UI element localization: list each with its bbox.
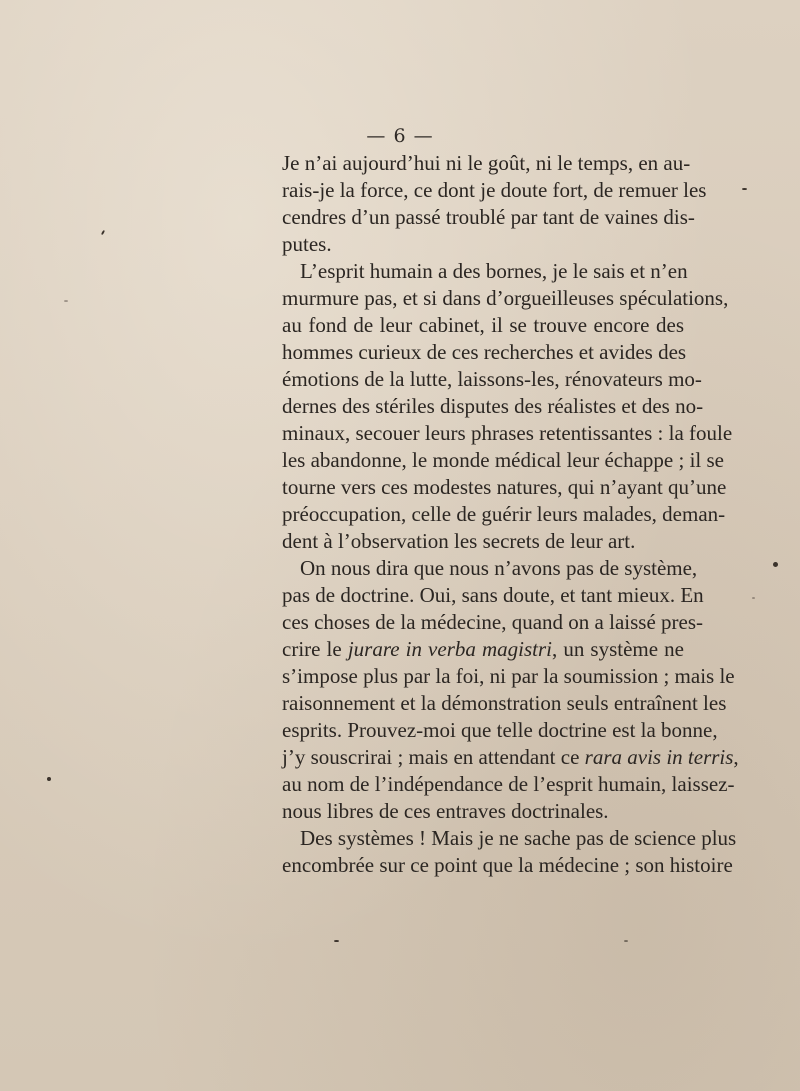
text-line: pas de doctrine. Oui, sans doute, et tant mieux. En [282,583,704,607]
text-line: nous libres de ces entraves doctrinales. [282,799,609,823]
text-line: putes. [282,232,332,256]
paper-speck [752,597,755,599]
text-line [282,636,684,663]
text-fragment: j’y souscrirai ; mais en attendant ce [282,745,580,769]
body-text [282,150,739,879]
text-line: L’esprit humain a des bornes, je le sais et n’en [300,259,688,283]
latin-phrase: jurare in verba magistri [347,637,552,661]
text-line: ces choses de la médecine, quand on a laissé pres- [282,610,704,634]
paper-speck [101,230,105,235]
text-line: les abandonne, le monde médical leur échappe ; il se [282,448,724,472]
text-line: dent à l’observation les secrets de leur art. [282,529,636,553]
text-line: esprits. Prouvez-moi que telle doctrine est la bonne, [282,718,718,742]
text-line: murmure pas, et si dans d’orgueilleuses spéculations, [282,286,729,310]
text-line: dernes des stériles disputes des réalistes et des no- [282,394,704,418]
paper-speck [773,562,778,567]
text-line: s’impose plus par la foi, ni par la soumission ; mais le [282,664,735,688]
text-line: préoccupation, celle de guérir leurs malades, deman- [282,502,726,526]
text-line [282,744,739,771]
paper-speck [334,940,339,942]
text-line: minaux, secouer leurs phrases retentissantes : la foule [282,421,733,445]
page-number: — 6 — [366,125,434,147]
text-line: rais-je la force, ce dont je doute fort, de remuer les [282,178,707,202]
text-line: tourne vers ces modestes natures, qui n’ayant qu’une [282,475,727,499]
text-line: au nom de l’indépendance de l’esprit humain, laissez- [282,772,735,796]
text-line: encombrée sur ce point que la médecine ; son histoire [282,853,733,877]
text-line: au fond de leur cabinet, il se trouve encore des [282,313,684,337]
text-line: hommes curieux de ces recherches et avides des [282,340,687,364]
text-line: raisonnement et la démonstration seuls entraînent les [282,691,727,715]
text-line: émotions de la lutte, laissons-les, rénovateurs mo- [282,367,702,391]
paper-speck [742,188,747,190]
text-fragment: , [733,745,739,769]
paper-speck [624,940,628,942]
paper-speck [47,777,51,781]
text-line: Je n’ai aujourd’hui ni le goût, ni le temps, en au- [282,151,691,175]
text-line: cendres d’un passé troublé par tant de vaines dis- [282,205,695,229]
text-line: On nous dira que nous n’avons pas de système, [300,556,698,580]
latin-phrase: rara avis in terris [584,745,734,769]
text-fragment: crire le [282,637,342,661]
text-line: Des systèmes ! Mais je ne sache pas de science plus [300,826,737,850]
paper-speck [64,300,68,302]
text-fragment: , un système ne [551,637,684,661]
